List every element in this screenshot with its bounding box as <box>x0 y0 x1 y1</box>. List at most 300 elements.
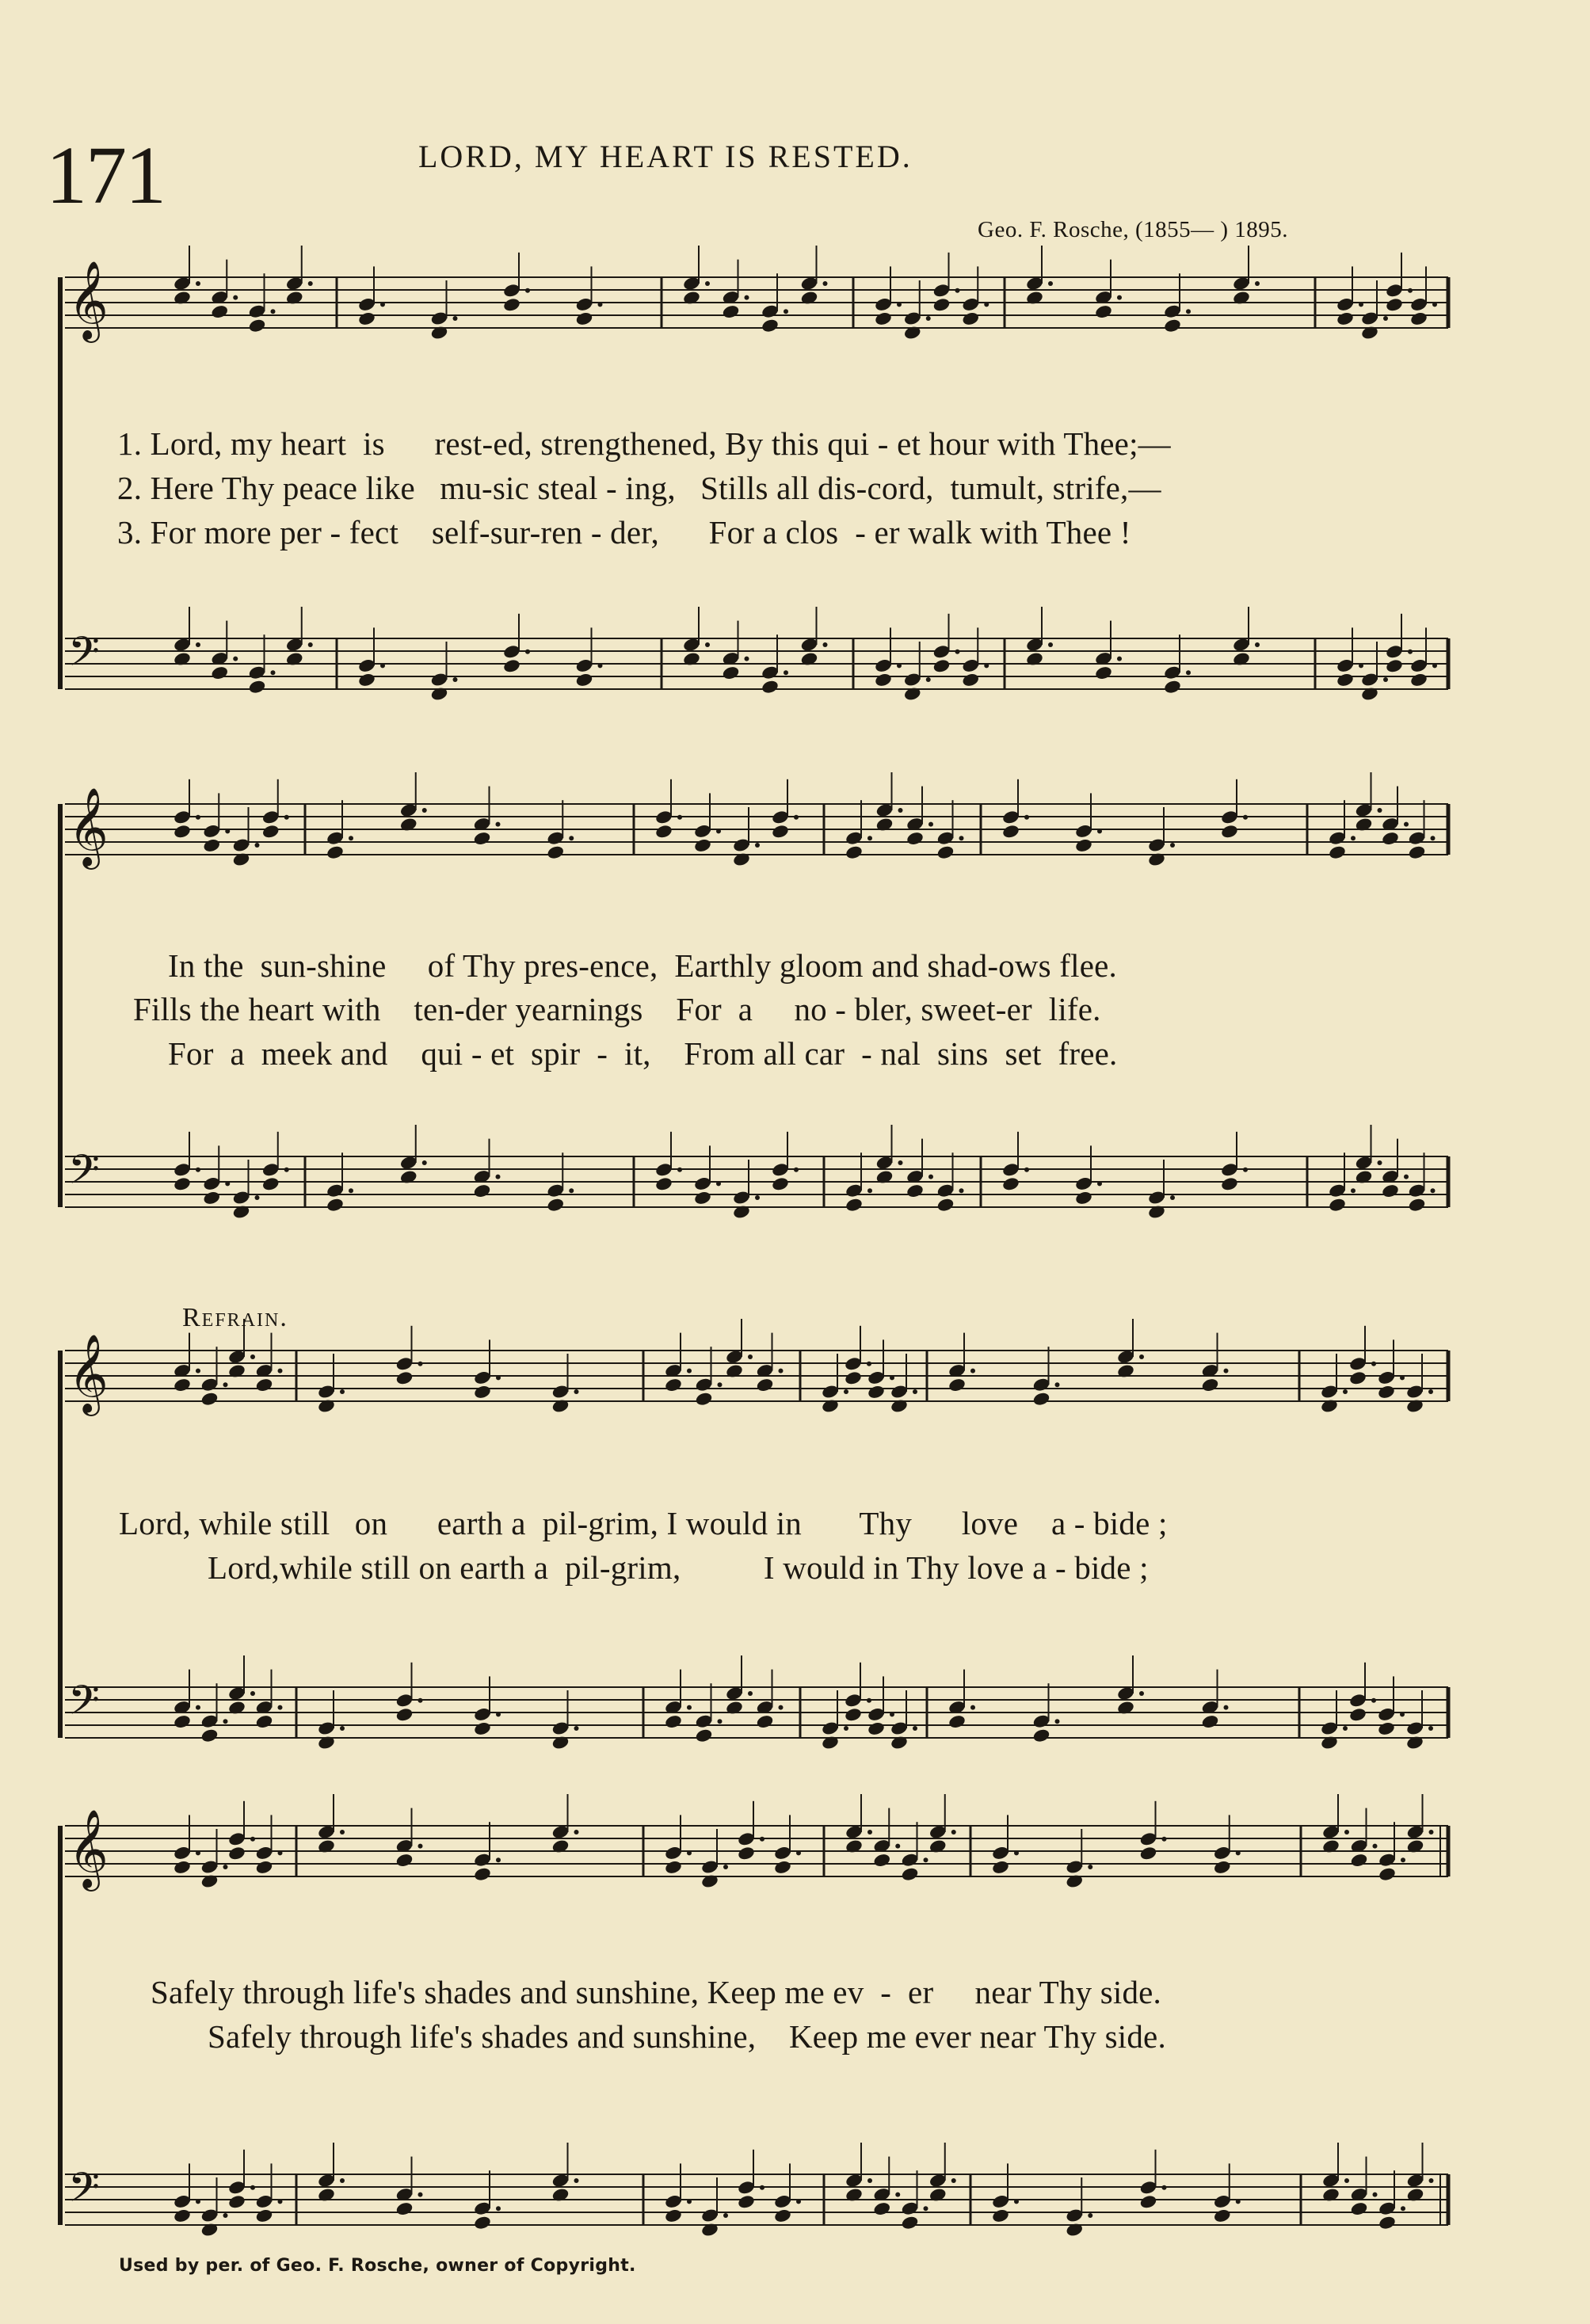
dot <box>1400 1375 1405 1380</box>
dot <box>716 829 721 833</box>
dot <box>1088 1865 1092 1869</box>
dot <box>955 288 960 293</box>
note-head <box>722 665 741 681</box>
dot <box>1351 836 1356 840</box>
note-head <box>395 1707 414 1723</box>
dot <box>705 642 710 647</box>
dot <box>796 1850 801 1855</box>
dot <box>453 677 458 682</box>
dot <box>574 1389 579 1394</box>
note-head <box>1328 844 1347 860</box>
note-head <box>173 1377 192 1393</box>
note-head <box>473 1866 492 1882</box>
dot <box>984 663 989 668</box>
dot <box>1378 1160 1382 1165</box>
dot <box>1428 1389 1433 1394</box>
lyric-verse-2-line-1: 2. Here Thy peace like mu-sic steal - ing, Stills all dis-cord, tumult, strife,— <box>117 470 1161 506</box>
dot <box>1343 1389 1348 1394</box>
dot <box>897 302 902 307</box>
dot <box>1404 1175 1409 1179</box>
dot <box>867 1362 871 1366</box>
dot <box>959 1188 964 1193</box>
note-head <box>546 844 565 860</box>
dot <box>970 1705 975 1710</box>
dot <box>723 2213 728 2218</box>
dot <box>1431 1188 1436 1193</box>
dot <box>418 1362 423 1366</box>
note-head <box>906 1183 925 1199</box>
note-head <box>248 679 267 695</box>
hymn-number: 171 <box>46 130 165 221</box>
dot <box>1055 1382 1060 1387</box>
dot <box>574 1726 579 1731</box>
note-head <box>906 831 925 847</box>
bass-clef-icon: 𝄢 <box>68 1676 100 1734</box>
dot <box>1371 1362 1376 1366</box>
dot <box>1373 2193 1378 2197</box>
note-head <box>210 304 229 320</box>
dot <box>1431 836 1436 840</box>
dot <box>225 829 230 833</box>
dot <box>223 2213 228 2218</box>
dot <box>844 1726 848 1731</box>
dot <box>278 2199 283 2204</box>
note-head <box>761 318 780 333</box>
dot <box>1224 1369 1229 1373</box>
dot <box>970 1369 975 1373</box>
dot <box>196 2199 200 2204</box>
note-head <box>991 1859 1010 1875</box>
dot <box>1224 1705 1229 1710</box>
dot <box>723 1865 728 1869</box>
dot <box>677 815 682 820</box>
note-head <box>737 2194 756 2210</box>
note-head <box>326 844 345 860</box>
dot <box>928 822 933 827</box>
dot <box>340 1830 345 1834</box>
dot <box>496 1175 501 1179</box>
note-head <box>756 1714 775 1730</box>
dot <box>1170 1195 1175 1200</box>
note-head <box>872 2201 891 2217</box>
dot <box>1014 1850 1019 1855</box>
note-head <box>961 311 980 326</box>
dot <box>890 1375 894 1380</box>
note-head <box>1336 672 1355 688</box>
dot <box>895 1844 900 1849</box>
dot <box>1097 829 1102 833</box>
dot <box>748 1354 753 1359</box>
dot <box>380 663 385 668</box>
refrain-label: Refrain. <box>182 1303 288 1332</box>
note-head <box>845 844 864 860</box>
dot <box>794 815 799 820</box>
dot <box>525 650 530 654</box>
dot <box>255 1195 260 1200</box>
dot <box>867 836 872 840</box>
dot <box>340 2178 345 2183</box>
dot <box>1162 2185 1167 2190</box>
note-head <box>546 1197 565 1213</box>
dot <box>1117 295 1122 300</box>
dot <box>196 1850 200 1855</box>
dot <box>233 657 238 661</box>
note-head <box>1378 1866 1397 1882</box>
dot <box>844 1389 848 1394</box>
note-head <box>1094 304 1113 320</box>
note-head <box>227 2194 246 2210</box>
dot <box>1400 1712 1405 1716</box>
dot <box>196 642 200 647</box>
dot <box>284 815 289 820</box>
dot <box>1371 1698 1376 1703</box>
hymn-title: LORD, MY HEART IS RESTED. <box>418 139 913 174</box>
note-head <box>1408 1197 1427 1213</box>
dot <box>1117 657 1122 661</box>
note-head <box>1409 311 1428 326</box>
note-head <box>575 311 594 326</box>
note-head <box>1213 1859 1232 1875</box>
dot <box>898 1160 903 1165</box>
note-head <box>901 1866 920 1882</box>
dot <box>718 1382 723 1387</box>
note-head <box>664 2208 683 2223</box>
dot <box>823 642 828 647</box>
dot <box>796 2199 801 2204</box>
dot <box>271 309 276 314</box>
note-head <box>936 844 955 860</box>
dot <box>1343 1726 1348 1731</box>
dot <box>1048 642 1053 647</box>
note-head <box>874 672 893 688</box>
bass-clef-icon: 𝄢 <box>68 1145 100 1203</box>
note-head <box>936 1197 955 1213</box>
note-head <box>202 1190 221 1206</box>
note-head <box>664 1859 683 1875</box>
note-head <box>227 1846 246 1861</box>
note-head <box>255 1859 274 1875</box>
note-head <box>1377 1384 1396 1400</box>
note-head <box>664 1714 683 1730</box>
bass-clef-icon: 𝄢 <box>68 627 100 685</box>
note-head <box>932 658 951 674</box>
dot <box>1186 309 1191 314</box>
note-head <box>473 1384 492 1400</box>
note-head <box>756 1377 775 1393</box>
note-head <box>1074 1190 1093 1206</box>
dot <box>1236 2199 1241 2204</box>
note-head <box>357 672 376 688</box>
dot <box>1359 663 1363 668</box>
note-head <box>1408 844 1427 860</box>
lyric-verse-3-line-1: 3. For more per - fect self-sur-ren - der, For a clos - er walk with Thee ! <box>117 514 1131 551</box>
note-head <box>173 1176 192 1192</box>
note-head <box>210 665 229 681</box>
dot <box>349 836 353 840</box>
note-head <box>695 1728 714 1743</box>
note-head <box>357 311 376 326</box>
dot <box>196 1369 200 1373</box>
dot <box>779 1369 784 1373</box>
note-head <box>255 1714 274 1730</box>
dot <box>755 1195 760 1200</box>
note-head <box>991 2208 1010 2223</box>
dot <box>926 677 931 682</box>
dot <box>955 650 960 654</box>
note-head <box>1348 1370 1367 1386</box>
dot <box>284 1168 289 1172</box>
note-head <box>1328 1197 1347 1213</box>
dot <box>913 1726 917 1731</box>
dot <box>308 281 313 286</box>
dot <box>1432 663 1437 668</box>
dot <box>823 281 828 286</box>
dot <box>1048 281 1053 286</box>
dot <box>196 1705 200 1710</box>
dot <box>250 2185 255 2190</box>
note-head <box>771 1176 790 1192</box>
dot <box>418 1844 423 1849</box>
dot <box>1429 1830 1434 1834</box>
dot <box>924 1857 928 1862</box>
dot <box>1162 1837 1167 1842</box>
dot <box>196 281 200 286</box>
dot <box>233 295 238 300</box>
note-head <box>255 2208 274 2223</box>
note-head <box>761 679 780 695</box>
note-head <box>473 1183 492 1199</box>
note-head <box>261 1176 280 1192</box>
note-head <box>473 1720 492 1736</box>
lyric-refrain-line-2-echo: Safely through life's shades and sunshine, Keep me ever near Thy side. <box>208 2018 1166 2055</box>
note-head <box>1032 1391 1051 1407</box>
note-head <box>1350 2201 1369 2217</box>
dot <box>569 836 574 840</box>
note-head <box>1201 1377 1220 1393</box>
note-head <box>1201 1714 1220 1730</box>
dot <box>1236 1850 1241 1855</box>
dot <box>867 1698 871 1703</box>
dot <box>250 1354 255 1359</box>
dot <box>1401 2206 1405 2211</box>
note-head <box>502 658 521 674</box>
note-head <box>173 1714 192 1730</box>
dot <box>1139 1354 1144 1359</box>
dot <box>1359 302 1363 307</box>
dot <box>687 1705 692 1710</box>
note-head <box>845 1197 864 1213</box>
dot <box>278 1369 283 1373</box>
note-head <box>1381 1183 1400 1199</box>
dot <box>677 1168 682 1172</box>
note-head <box>737 1846 756 1861</box>
note-head <box>872 1853 891 1869</box>
dot <box>1408 650 1413 654</box>
note-head <box>654 1176 673 1192</box>
dot <box>496 1375 501 1380</box>
note-head <box>261 824 280 840</box>
note-head <box>722 304 741 320</box>
dot <box>687 2199 692 2204</box>
dot <box>1024 1168 1029 1172</box>
dot <box>1097 1181 1102 1186</box>
note-head <box>326 1197 345 1213</box>
dot <box>1401 1857 1405 1862</box>
dot <box>779 1705 784 1710</box>
dot <box>1351 1188 1356 1193</box>
dot <box>1088 2213 1092 2218</box>
dot <box>1243 1168 1248 1172</box>
note-head <box>1378 2215 1397 2231</box>
dot <box>1383 316 1388 321</box>
dot <box>196 815 200 820</box>
dot <box>897 663 902 668</box>
dot <box>598 663 603 668</box>
note-head <box>1348 1707 1367 1723</box>
dot <box>271 670 276 675</box>
note-head <box>200 1728 219 1743</box>
dot <box>496 2206 501 2211</box>
dot <box>928 1175 933 1179</box>
dot <box>223 1382 228 1387</box>
dot <box>748 1691 753 1696</box>
note-head <box>202 837 221 853</box>
dot <box>1408 288 1413 293</box>
dot <box>496 1712 501 1716</box>
note-head <box>773 2208 792 2223</box>
dot <box>223 1719 228 1724</box>
dot <box>525 288 530 293</box>
dot <box>794 1168 799 1172</box>
note-head <box>1350 1853 1369 1869</box>
copyright-notice: Used by per. of Geo. F. Rosche, owner of Copyright. <box>119 2256 636 2276</box>
note-head <box>395 1853 414 1869</box>
note-head <box>773 1859 792 1875</box>
dot <box>1383 677 1388 682</box>
dot <box>687 1850 692 1855</box>
dot <box>984 302 989 307</box>
dot <box>898 808 903 813</box>
dot <box>250 1691 255 1696</box>
note-head <box>1381 831 1400 847</box>
lyric-verse-1-line-1: 1. Lord, my heart is rest-ed, strengthened, By this qui - et hour with Thee;— <box>117 425 1171 462</box>
dot <box>760 2185 764 2190</box>
note-head <box>395 1370 414 1386</box>
note-head <box>200 1391 219 1407</box>
note-head <box>473 2215 492 2231</box>
note-head <box>255 1377 274 1393</box>
dot <box>278 1850 283 1855</box>
note-head <box>1163 679 1182 695</box>
lyric-refrain-line-2: Safely through life's shades and sunshine, Keep me ev - er near Thy side. <box>151 1974 1162 2010</box>
dot <box>496 822 501 827</box>
note-head <box>948 1714 967 1730</box>
treble-clef-icon: 𝄞 <box>68 1334 109 1413</box>
note-head <box>901 2215 920 2231</box>
note-head <box>1032 1728 1051 1743</box>
dot <box>1255 642 1260 647</box>
dot <box>718 1719 723 1724</box>
note-head <box>693 837 712 853</box>
dot <box>755 843 760 848</box>
dot <box>1432 302 1437 307</box>
dot <box>418 1698 423 1703</box>
lyric-verse-3-line-2: For a meek and qui - et spir - it, From all car - nal sins set free. <box>168 1035 1118 1072</box>
bass-clef-icon: 𝄢 <box>68 2163 100 2221</box>
dot <box>867 1188 872 1193</box>
dot <box>1014 2199 1019 2204</box>
note-head <box>248 318 267 333</box>
dot <box>924 2206 928 2211</box>
note-head <box>173 2208 192 2223</box>
dot <box>349 1188 353 1193</box>
dot <box>1404 822 1409 827</box>
dot <box>1344 1830 1349 1834</box>
dot <box>598 302 603 307</box>
dot <box>705 281 710 286</box>
dot <box>380 302 385 307</box>
note-head <box>1213 2208 1232 2223</box>
note-head <box>395 2201 414 2217</box>
note-head <box>695 1391 714 1407</box>
dot <box>340 1726 345 1731</box>
note-head <box>1139 2194 1158 2210</box>
dot <box>890 1712 894 1716</box>
dot <box>926 316 931 321</box>
note-head <box>664 1377 683 1393</box>
dot <box>745 295 749 300</box>
dot <box>1255 281 1260 286</box>
note-head <box>1336 311 1355 326</box>
dot <box>951 1830 956 1834</box>
dot <box>1170 843 1175 848</box>
note-head <box>1385 658 1404 674</box>
note-head <box>1001 824 1020 840</box>
dot <box>959 836 964 840</box>
note-head <box>1409 672 1428 688</box>
dot <box>895 2193 900 2197</box>
dot <box>1139 1691 1144 1696</box>
note-head <box>575 672 594 688</box>
dot <box>1429 2178 1434 2183</box>
note-head <box>874 311 893 326</box>
lyric-refrain-line-1-echo: Lord,while still on earth a pil-grim, I would in Thy love a - bide ; <box>208 1549 1149 1586</box>
dot <box>225 1181 230 1186</box>
dot <box>574 2178 579 2183</box>
dot <box>255 843 260 848</box>
dot <box>1243 815 1248 820</box>
note-head <box>771 824 790 840</box>
dot <box>278 1705 283 1710</box>
dot <box>687 1369 692 1373</box>
dot <box>745 657 749 661</box>
dot <box>1428 1726 1433 1731</box>
note-head <box>1377 1720 1396 1736</box>
note-head <box>654 824 673 840</box>
dot <box>1055 1719 1060 1724</box>
note-head <box>867 1720 886 1736</box>
note-head <box>867 1384 886 1400</box>
dot <box>784 670 788 675</box>
note-head <box>693 1190 712 1206</box>
note-head <box>1220 1176 1239 1192</box>
note-head <box>173 824 192 840</box>
note-head <box>948 1377 967 1393</box>
dot <box>453 316 458 321</box>
note-head <box>502 297 521 313</box>
note-head <box>1385 297 1404 313</box>
dot <box>951 2178 956 2183</box>
